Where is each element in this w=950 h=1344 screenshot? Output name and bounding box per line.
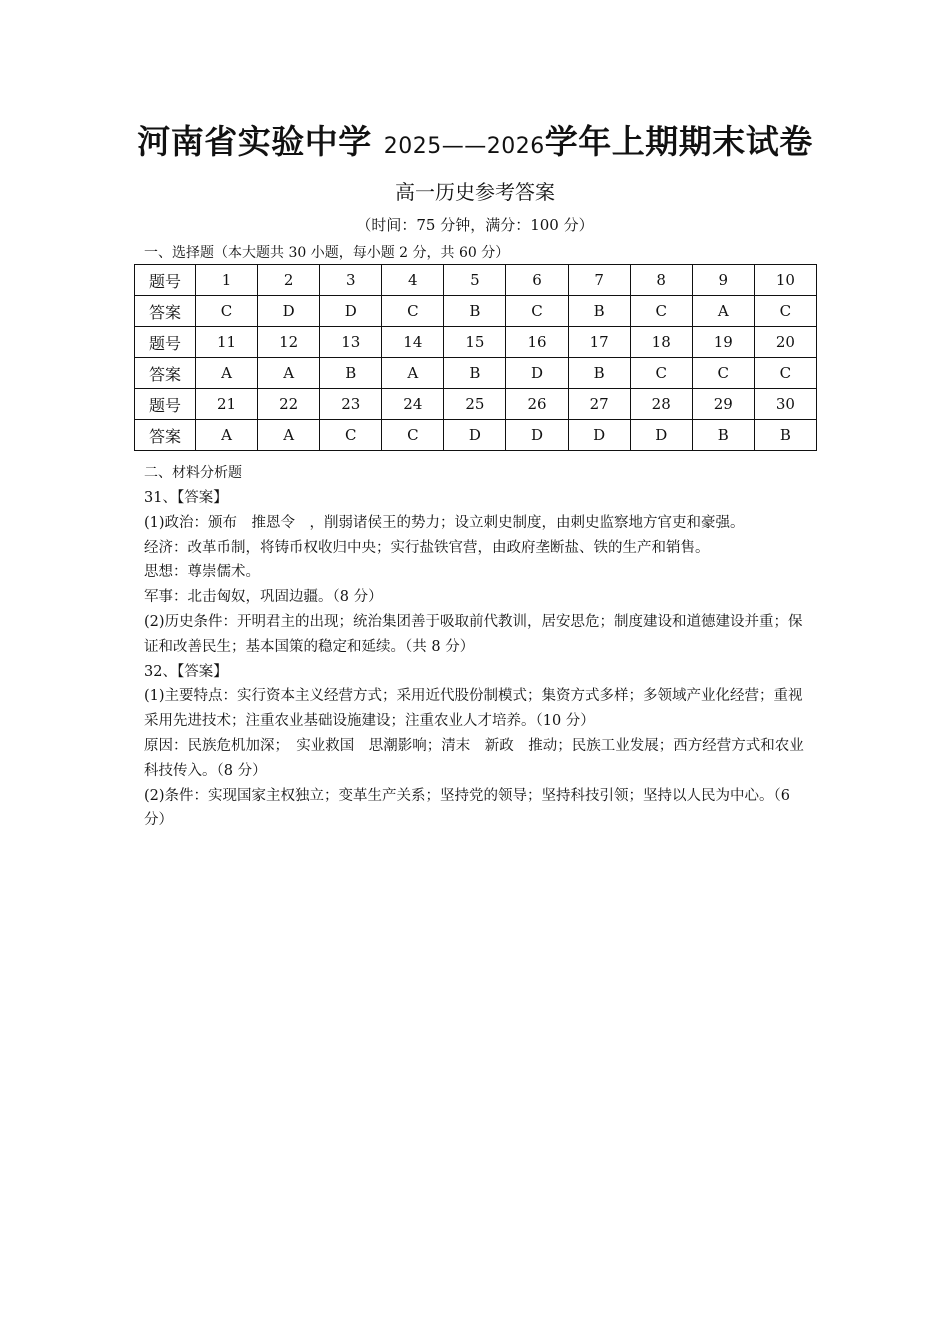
question-number-cell: 23: [320, 389, 382, 420]
question-number-cell: 19: [692, 327, 754, 358]
question-number-cell: 1: [196, 265, 258, 296]
answer-cell: D: [568, 420, 630, 451]
answer-cell: D: [258, 296, 320, 327]
title-school: 河南省实验中学: [137, 122, 384, 161]
q31-line: 思想：尊崇儒术。: [144, 564, 260, 581]
q31-title: 31、【答案】: [144, 490, 228, 506]
question-number-cell: 6: [506, 265, 568, 296]
title-term: 学年上期期末试卷: [544, 122, 813, 161]
question-label-cell: 题号: [135, 327, 196, 358]
q32-title: 32、【答案】: [144, 663, 228, 680]
question-number-cell: 17: [568, 327, 630, 358]
question-number-cell: 20: [754, 327, 816, 358]
question-number-cell: 18: [630, 327, 692, 358]
answer-row: [135, 420, 817, 451]
question-number-row: [135, 389, 817, 420]
answer-label-cell: 答案: [135, 296, 196, 327]
q31-line: (1)政治：颁布 推恩令 ，削弱诸侯王的势力；设立刺史制度，由刺史监察地方官吏和豪强。: [144, 514, 745, 531]
answer-label-cell: 答案: [135, 358, 196, 389]
answer-row: [135, 358, 817, 389]
exam-info: （时间：75 分钟，满分：100 分）: [356, 216, 594, 234]
answer-cell: C: [754, 296, 816, 327]
answer-cell: D: [506, 420, 568, 451]
question-number-cell: 30: [754, 389, 816, 420]
question-number-cell: 8: [630, 265, 692, 296]
question-label-cell: 题号: [135, 389, 196, 420]
question-number-cell: 12: [258, 327, 320, 358]
answer-cell: D: [444, 420, 506, 451]
question-number-row: [135, 327, 817, 358]
q31-answer: [144, 486, 816, 833]
q32-line: (2)条件：实现国家主权独立；变革生产关系；坚持党的领导；坚持科技引领；坚持以人民为中心。（6 分）: [144, 787, 791, 829]
answer-cell: C: [196, 296, 258, 327]
answer-cell: C: [630, 296, 692, 327]
answer-row: [135, 296, 817, 327]
question-number-cell: 2: [258, 265, 320, 296]
question-number-cell: 28: [630, 389, 692, 420]
answer-cell: A: [196, 358, 258, 389]
answer-cell: B: [444, 296, 506, 327]
q32-line: (1)主要特点：实行资本主义经营方式；采用近代股份制模式；集资方式多样；多领域产业化经营；重视采用先进技术；注重农业基础设施建设；注重农业人才培养。（10 分）: [144, 688, 803, 730]
question-number-cell: 11: [196, 327, 258, 358]
answer-cell: D: [630, 420, 692, 451]
question-number-cell: 13: [320, 327, 382, 358]
question-label-cell: 题号: [135, 265, 196, 296]
subtitle: 高一历史参考答案: [395, 180, 555, 204]
question-number-cell: 14: [382, 327, 444, 358]
answer-cell: B: [568, 358, 630, 389]
question-number-cell: 27: [568, 389, 630, 420]
answer-cell: B: [692, 420, 754, 451]
question-number-cell: 24: [382, 389, 444, 420]
q31-line: (2)历史条件：开明君主的出现；统治集团善于吸取前代教训，居安思危；制度建设和道德建设并重；保证和改善民生；基本国策的稳定和延续。（共 8 分）: [144, 613, 803, 655]
answer-label-cell: 答案: [135, 420, 196, 451]
answer-cell: C: [320, 420, 382, 451]
answer-cell: C: [754, 358, 816, 389]
title-years: 2025——2026: [383, 134, 545, 159]
answer-cell: A: [258, 358, 320, 389]
answer-cell: C: [630, 358, 692, 389]
question-number-cell: 10: [754, 265, 816, 296]
answer-cell: A: [196, 420, 258, 451]
page-title: [0, 116, 950, 163]
q32-line: 原因：民族危机加深； 实业救国 思潮影响；清末 新政 推动；民族工业发展；西方经营方式和农业科技传入。（8 分）: [144, 737, 804, 779]
section-1-heading: 一、选择题（本大题共 30 小题，每小题 2 分，共 60 分）: [144, 245, 510, 261]
question-number-cell: 22: [258, 389, 320, 420]
question-number-cell: 26: [506, 389, 568, 420]
answer-cell: B: [444, 358, 506, 389]
answer-cell: C: [506, 296, 568, 327]
question-number-cell: 16: [506, 327, 568, 358]
answer-table: [134, 264, 817, 451]
question-number-cell: 9: [692, 265, 754, 296]
question-number-cell: 7: [568, 265, 630, 296]
question-number-cell: 3: [320, 265, 382, 296]
question-number-cell: 4: [382, 265, 444, 296]
section-2-heading: 二、材料分析题: [144, 465, 242, 481]
answer-cell: D: [506, 358, 568, 389]
question-number-cell: 5: [444, 265, 506, 296]
answer-cell: C: [382, 296, 444, 327]
answer-cell: B: [754, 420, 816, 451]
answer-cell: C: [382, 420, 444, 451]
q31-line: 经济：改革币制，将铸币权收归中央；实行盐铁官营，由政府垄断盐、铁的生产和销售。: [144, 539, 710, 556]
question-number-cell: 29: [692, 389, 754, 420]
question-number-row: [135, 265, 817, 296]
question-number-cell: 21: [196, 389, 258, 420]
answer-cell: D: [320, 296, 382, 327]
answer-cell: A: [258, 420, 320, 451]
answer-cell: A: [692, 296, 754, 327]
question-number-cell: 25: [444, 389, 506, 420]
answer-cell: C: [692, 358, 754, 389]
question-number-cell: 15: [444, 327, 506, 358]
answer-cell: B: [320, 358, 382, 389]
answer-cell: A: [382, 358, 444, 389]
answer-cell: B: [568, 296, 630, 327]
q31-line: 军事：北击匈奴，巩固边疆。（8 分）: [144, 589, 383, 606]
